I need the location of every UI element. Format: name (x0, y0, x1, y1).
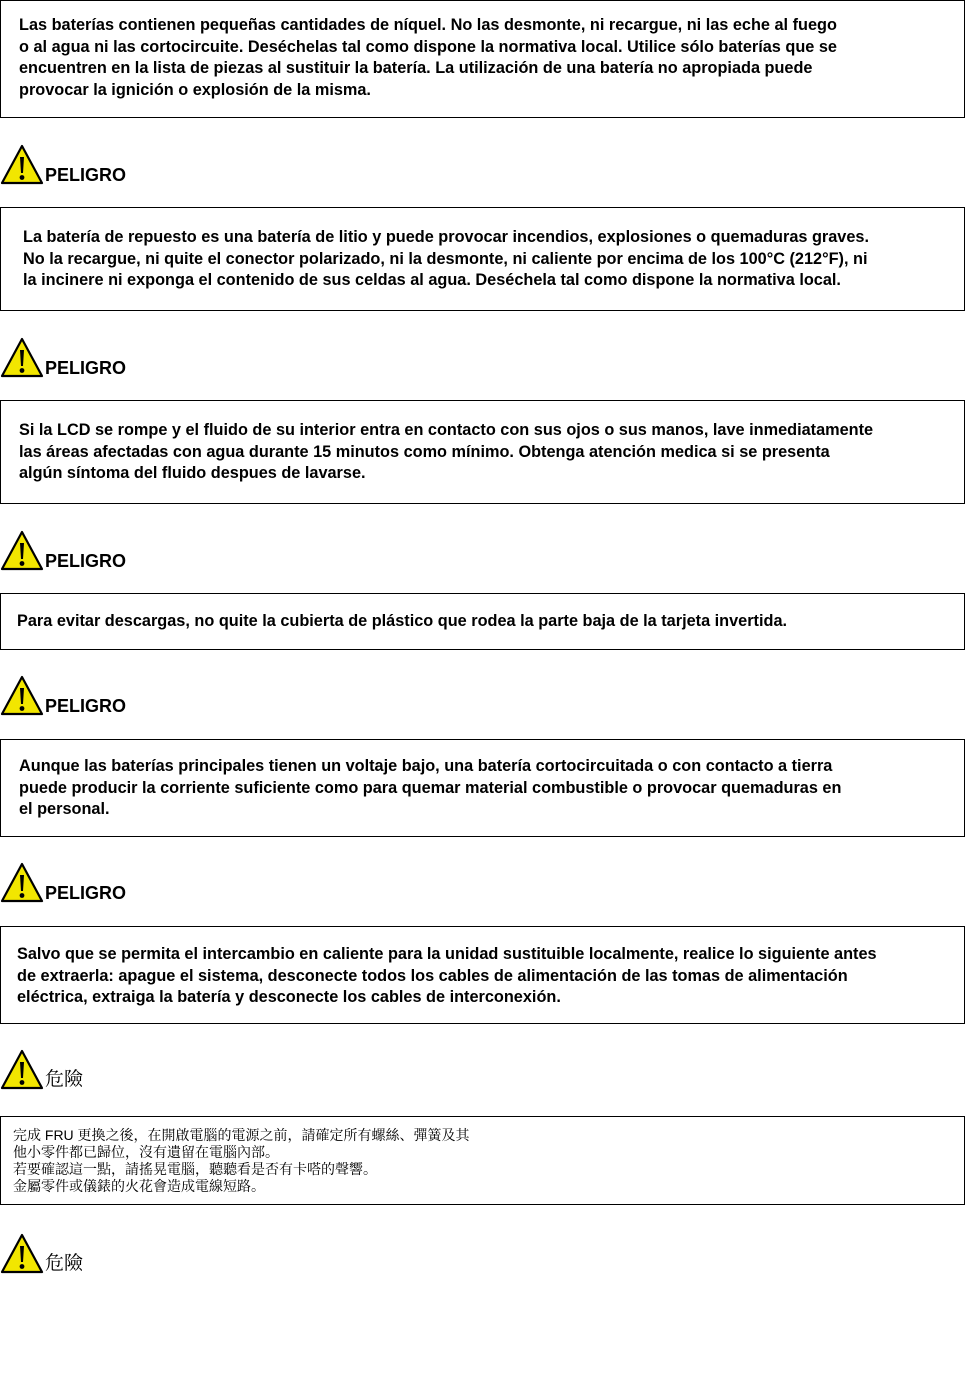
danger-heading-label: 危險 (45, 1253, 84, 1274)
danger-heading (0, 1047, 83, 1091)
warning-triangle-icon (0, 675, 44, 717)
notice-line: Si la LCD se rompe y el fluido de su interior entra en contacto con sus ojos o sus manos, lave inmediatamente (19, 421, 874, 439)
danger-heading-label: PELIGRO (45, 165, 127, 185)
warning-triangle-icon (0, 862, 44, 904)
notice-line: Las baterías contienen pequeñas cantidades de níquel. No las desmonte, ni recargue, ni las eche al fuego (19, 16, 837, 34)
notice-line: de extraerla: apague el sistema, desconecte todos los cables de alimentación de las tomas de alimentación (17, 966, 848, 985)
notice-line: la incinere ni exponga el contenido de sus celdas al agua. Deséchela tal como dispone la normativa local. (23, 271, 841, 290)
notice-line: algún síntoma del fluido despues de lavarse. (19, 464, 366, 483)
danger-heading-label: 危險 (45, 1069, 84, 1090)
notice-box-fru-screws (0, 1116, 965, 1205)
notice-line: Aunque las baterías principales tienen un voltaje bajo, una batería cortocircuitada o con contacto a tierra (19, 757, 833, 775)
notice-line: 若要確認這一點，請搖晃電腦，聽聽看是否有卡嗒的聲響。 (13, 1161, 377, 1177)
notice-box-electric-shock (0, 593, 965, 650)
notice-box-main-battery (0, 739, 965, 837)
notice-line: o al agua ni las cortocircuite. Deséchelas tal como dispone la normativa local. Utilice sólo baterías que se (19, 37, 837, 56)
notice-box-nickel-batteries (0, 0, 965, 118)
notice-line: 完成 FRU 更換之後，在開啟電腦的電源之前，請確定所有螺絲、彈簧及其 (13, 1127, 470, 1143)
warning-triangle-icon (0, 1233, 44, 1275)
notice-line: eléctrica, extraiga la batería y desconecte los cables de interconexión. (17, 988, 561, 1007)
danger-heading (0, 673, 126, 717)
danger-heading-label: PELIGRO (45, 696, 127, 716)
danger-heading (0, 1231, 83, 1275)
notice-line: No la recargue, ni quite el conector polarizado, ni la desmonte, ni caliente por encima de los 100°C (212°F), ni (23, 249, 868, 268)
notice-line: La batería de repuesto es una batería de litio y puede provocar incendios, explosiones o quemaduras graves. (23, 228, 869, 246)
danger-heading (0, 142, 126, 186)
notice-line: encuentren en la lista de piezas al sustituir la batería. La utilización de una batería no apropiada puede (19, 59, 813, 78)
notice-line: Para evitar descargas, no quite la cubierta de plástico que rodea la parte baja de la tarjeta invertida. (17, 612, 788, 630)
notice-line: 金屬零件或儀錶的火花會造成電線短路。 (13, 1178, 265, 1194)
danger-heading (0, 335, 126, 379)
notice-line: puede producir la corriente suficiente como para quemar material combustible o provocar quemaduras en (19, 778, 842, 797)
warning-triangle-icon (0, 337, 44, 379)
notice-box-hot-swap (0, 926, 965, 1024)
danger-heading (0, 528, 126, 572)
warning-triangle-icon (0, 144, 44, 186)
notice-box-lcd-fluid (0, 400, 965, 504)
danger-heading-label: PELIGRO (45, 358, 127, 378)
notice-line: el personal. (19, 800, 110, 819)
danger-heading (0, 860, 126, 904)
notice-line: 他小零件都已歸位，沒有遺留在電腦內部。 (13, 1144, 279, 1160)
warning-triangle-icon (0, 1049, 44, 1091)
notice-line: Salvo que se permita el intercambio en caliente para la unidad sustituible localmente, realice lo siguiente antes (17, 945, 877, 963)
notice-line: las áreas afectadas con agua durante 15 minutos como mínimo. Obtenga atención medica si se presenta (19, 442, 830, 461)
notice-line: provocar la ignición o explosión de la misma. (19, 80, 371, 99)
danger-heading-label: PELIGRO (45, 883, 127, 903)
warning-triangle-icon (0, 530, 44, 572)
danger-heading-label: PELIGRO (45, 551, 127, 571)
notice-box-lithium-battery (0, 207, 965, 311)
